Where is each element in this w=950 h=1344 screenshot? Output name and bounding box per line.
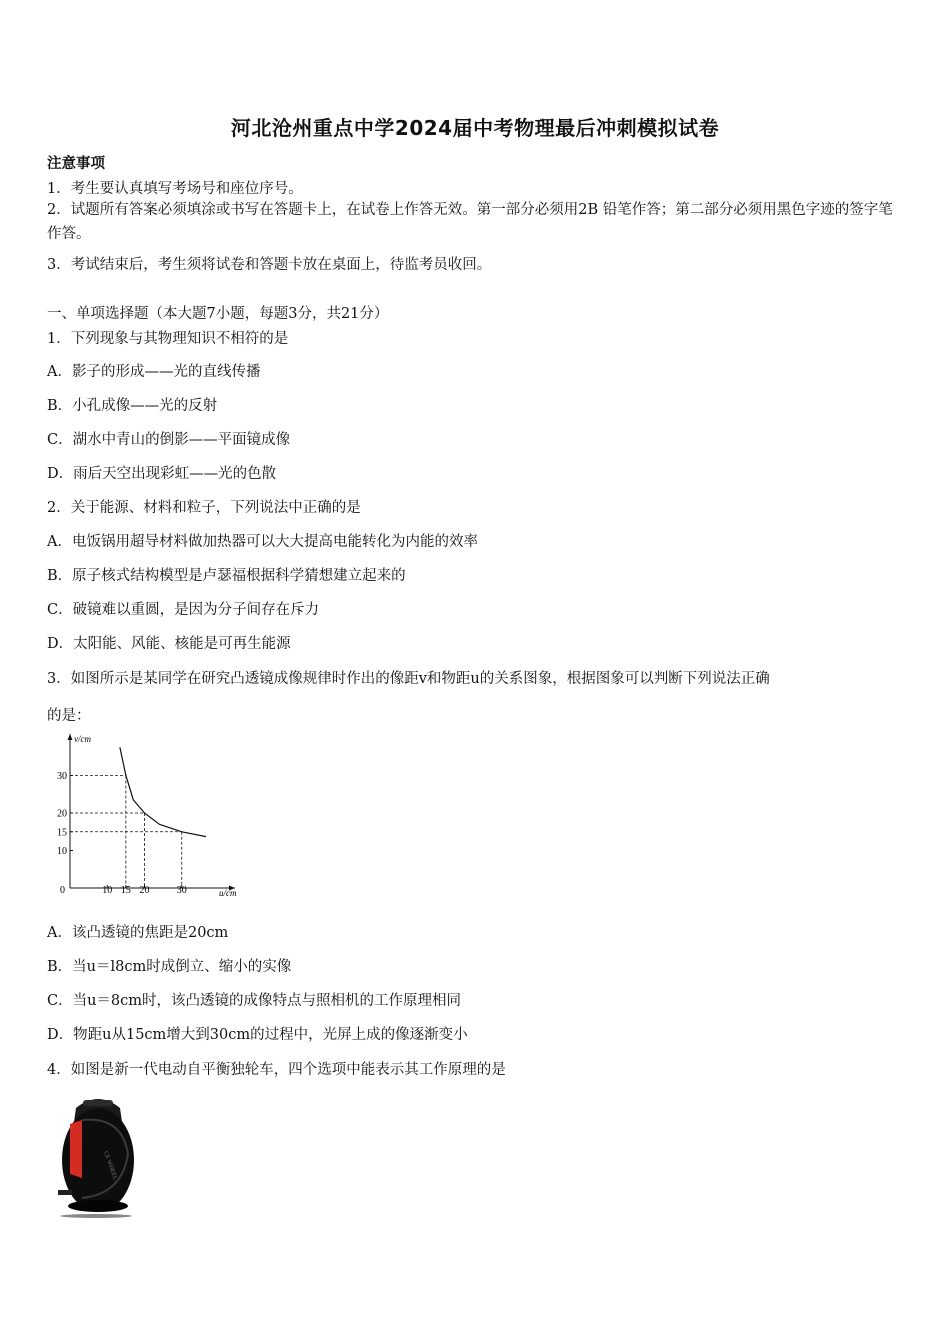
x-tick-label: 30	[176, 885, 187, 896]
question-3-option-c: C．当u＝8cm时，该凸透镜的成像特点与照相机的工作原理相同	[47, 993, 462, 1009]
question-1-stem: 1．下列现象与其物理知识不相符的是	[47, 331, 289, 347]
question-2-option-d: D．太阳能、风能、核能是可再生能源	[47, 636, 291, 652]
ground-shadow	[60, 1214, 132, 1218]
question-3-stem-line-1: 3．如图所示是某同学在研究凸透镜成像规律时作出的像距v和物距u的关系图象，根据图象可以判断下列说法正确	[47, 671, 770, 687]
question-3-option-d: D．物距u从15cm增大到30cm的过程中，光屏上成的像逐渐变小	[47, 1027, 468, 1043]
section-heading: 一、单项选择题（本大题7小题，每题3分，共21分）	[47, 306, 389, 322]
question-2-option-b: B．原子核式结构模型是卢瑟福根据科学猜想建立起来的	[47, 568, 406, 584]
notice-item-1: 1．考生要认真填写考场号和座位序号。	[47, 181, 303, 197]
y-tick-label: 10	[57, 846, 67, 857]
question-2-stem: 2．关于能源、材料和粒子，下列说法中正确的是	[47, 500, 361, 516]
notice-heading: 注意事项	[47, 155, 105, 172]
y-tick-label: 15	[57, 827, 67, 839]
wheel-brand-text: CE WHEEL	[102, 1150, 119, 1181]
notice-item-3: 3．考试结束后，考生须将试卷和答题卡放在桌面上，待监考员收回。	[47, 257, 492, 273]
unicycle-illustration	[52, 1094, 144, 1218]
question-1-option-a: A．影子的形成——光的直线传播	[47, 364, 261, 380]
image-distance-vs-object-distance-graph	[47, 730, 247, 902]
v-u-curve	[120, 747, 206, 836]
x-tick-label: 10	[102, 885, 113, 896]
notice-item-2: 2．试题所有答案必须填涂或书写在答题卡上，在试卷上作答无效。第一部分必须用2B 铅笔作答；第二部分必须用黑色字迹的签字笔作答。	[47, 202, 893, 242]
x-axis-label: u/cm	[219, 888, 237, 898]
exam-title: 河北沧州重点中学2024届中考物理最后冲刺模拟试卷	[230, 116, 720, 140]
x-tick-label: 20	[139, 885, 150, 896]
x-tick-label: 15	[120, 885, 131, 896]
origin-label: 0	[60, 885, 65, 896]
y-tick-label: 30	[57, 771, 67, 782]
foot-pedal	[58, 1190, 72, 1195]
question-2-option-a: A．电饭锅用超导材料做加热器可以大大提高电能转化为内能的效率	[47, 534, 478, 550]
y-tick-label: 20	[57, 808, 67, 820]
question-4-stem: 4．如图是新一代电动自平衡独轮车，四个选项中能表示其工作原理的是	[47, 1062, 506, 1078]
tire	[68, 1200, 128, 1212]
handle-grip	[83, 1100, 113, 1106]
y-axis-arrow	[68, 734, 73, 740]
question-1-option-d: D．雨后天空出现彩虹——光的色散	[47, 466, 277, 482]
question-3-stem-line-2: 的是：	[47, 708, 91, 724]
question-2-option-c: C．破镜难以重圆，是因为分子间存在斥力	[47, 602, 320, 618]
question-1-option-c: C．湖水中青山的倒影——平面镜成像	[47, 432, 291, 448]
question-3-option-a: A．该凸透镜的焦距是20cm	[47, 925, 229, 941]
question-1-option-b: B．小孔成像——光的反射	[47, 398, 218, 414]
question-3-option-b: B．当u＝l8cm时成倒立、缩小的实像	[47, 959, 292, 975]
red-side-panel	[70, 1120, 82, 1178]
y-axis-label: v/cm	[74, 734, 91, 744]
